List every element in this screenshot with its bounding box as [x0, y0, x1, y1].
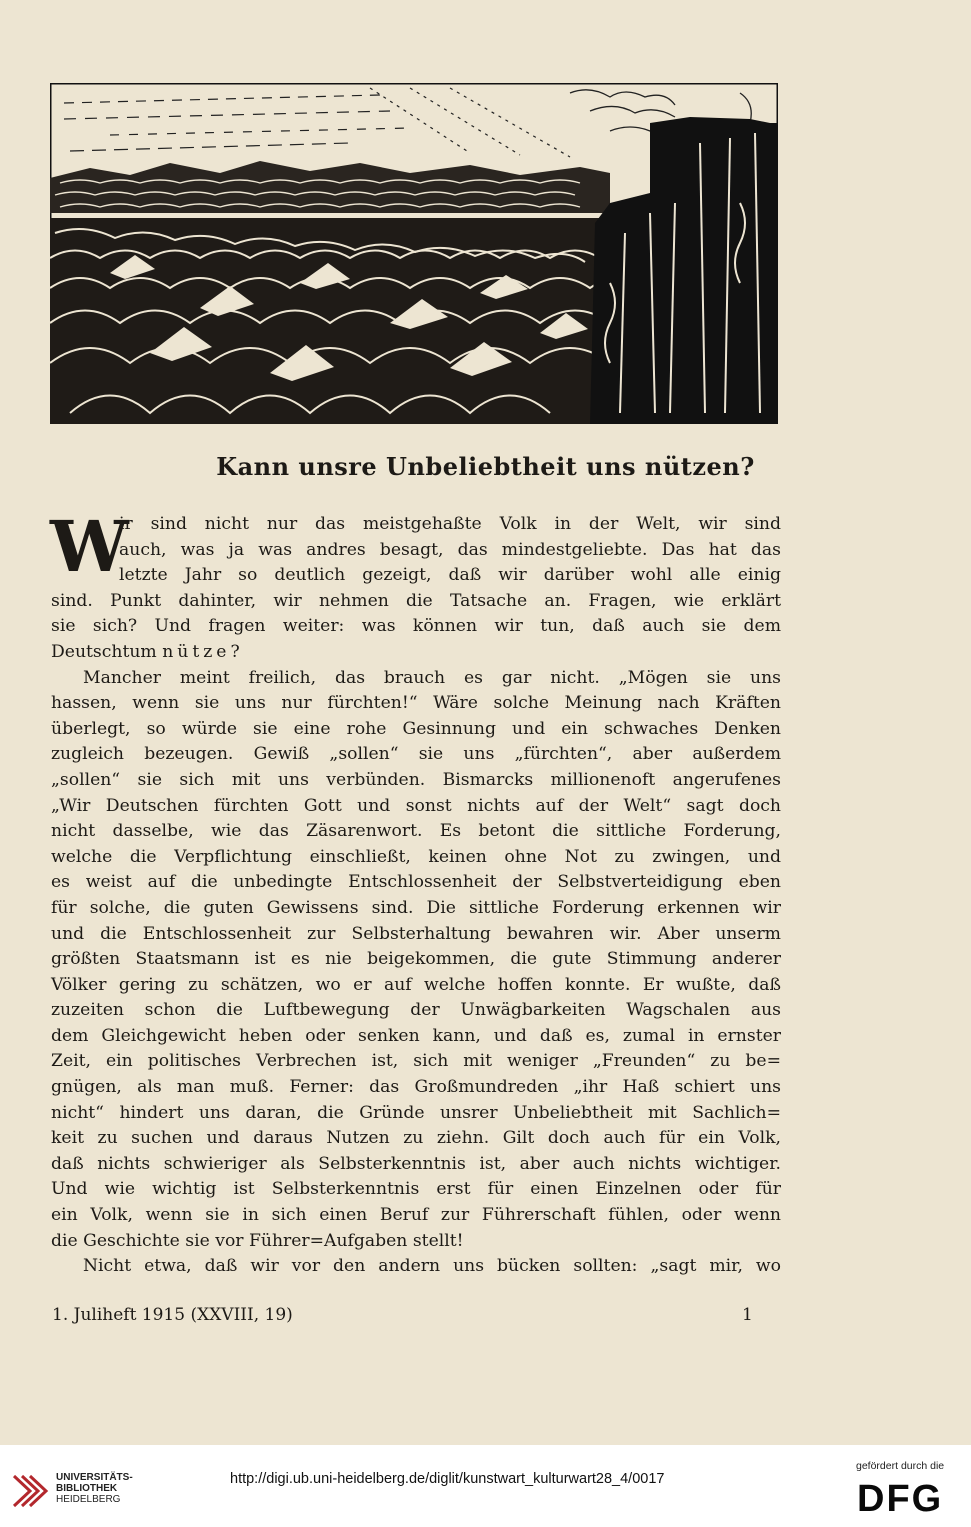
text-line: nicht dasselbe, wie das Zäsarenwort. Es betont die sittliche Forderung, [51, 821, 781, 842]
text-line: zugleich bezeugen. Gewiß „sollen“ sie uns „fürchten“, aber außerdem [51, 744, 781, 765]
funded-by-label: gefördert durch die [856, 1460, 945, 1472]
library-name-line: BIBLIOTHEK [56, 1483, 118, 1494]
library-name [56, 1472, 133, 1505]
permalink-url[interactable]: http://digi.ub.uni-heidelberg.de/diglit/kunstwart_kulturwart28_4/0017 [230, 1471, 665, 1487]
text-line: überlegt, so würde sie eine rohe Gesinnung und ein schwaches Denken [51, 718, 781, 739]
text-line: die Geschichte sie vor Führer=Aufgaben stellt! [51, 1230, 464, 1251]
text-line: dem Gleichgewicht heben oder senken kann, und daß es, zumal in ernster [51, 1025, 781, 1046]
text-line: zuzeiten schon die Luftbewegung der Unwägbarkeiten Wagschalen aus [51, 1000, 781, 1021]
text-line: auch, was ja was andres besagt, das mindestgeliebte. Das hat das [119, 539, 781, 560]
dfg-logo: DFG [857, 1478, 944, 1520]
text-line: Nicht etwa, daß wir vor den andern uns bücken sollten: „sagt mir, wo [83, 1256, 781, 1277]
text-line: „sollen“ sie sich mit uns verbünden. Bismarcks millionenoft angerufenes [51, 769, 781, 790]
text-line: sie sich? Und fragen weiter: was können wir tun, daß auch sie dem [51, 616, 781, 637]
text-line: Völker gering zu schätzen, wo er auf welche hoffen konnte. Er wußte, daß [51, 974, 781, 995]
text-line [51, 640, 781, 666]
text-line: Zeit, ein politisches Verbrechen ist, sich mit weniger „Freunden“ zu be= [51, 1051, 781, 1072]
text-line: daß nichts schwieriger als Selbsterkenntnis ist, aber auch nichts wichtiger. [51, 1153, 781, 1174]
text-line: Mancher meint freilich, das brauch es gar nicht. „Mögen sie uns [83, 667, 781, 688]
text-line: nicht“ hindert uns daran, die Gründe unsrer Unbeliebtheit mit Sachlich= [51, 1102, 781, 1123]
drop-cap: W [50, 505, 129, 588]
text-line: größten Staatsmann ist es nie beigekommen, die gute Stimmung anderer [51, 949, 781, 970]
text-line: für solche, die guten Gewissens sind. Die sittliche Forderung erkennen wir [51, 897, 781, 918]
library-name-line: HEIDELBERG [56, 1494, 121, 1505]
signature-mark: 1 [742, 1305, 753, 1325]
viewer-bottom-bar [0, 1445, 971, 1527]
text-line: ein Volk, wenn sie in sich einen Beruf zur Führerschaft fühlen, oder wenn [51, 1205, 781, 1226]
text-line: keit zu suchen und daraus Nutzen zu ziehn. Gilt doch auch für ein Volk, [51, 1128, 781, 1149]
library-name-line: UNIVERSITÄTS- [56, 1472, 133, 1483]
text-line: gnügen, als man muß. Ferner: das Großmundreden „ihr Haß schiert uns [51, 1077, 781, 1098]
emphasized-word: nütze? [162, 641, 244, 662]
text-line: letzte Jahr so deutlich gezeigt, daß wir darüber wohl alle einig [119, 565, 781, 586]
text-line: „Wir Deutschen fürchten Gott und sonst nichts auf der Welt“ sagt doch [51, 795, 781, 816]
text-line: und die Entschlossenheit zur Selbsterhaltung bewahren wir. Aber unserm [51, 923, 781, 944]
text-line: ir sind nicht nur das meistgehaßte Volk in der Welt, wir sind [119, 514, 781, 534]
university-library-logo-icon [12, 1472, 50, 1510]
text-line: welche die Verpflichtung einschließt, keinen ohne Not zu zwingen, und [51, 846, 781, 867]
woodcut-illustration [50, 83, 778, 424]
text-line: es weist auf die unbedingte Entschlossenheit der Selbstverteidigung eben [51, 872, 781, 893]
article-title: Kann unsre Unbeliebtheit uns nützen? [216, 452, 755, 481]
issue-footer: 1. Juliheft 1915 (XXVIII, 19) [52, 1305, 293, 1325]
article-body [50, 505, 781, 1280]
text-line: hassen, wenn sie uns nur fürchten!“ Wäre solche Meinung nach Kräften [51, 693, 781, 714]
text-line-start: Deutschtum [51, 641, 157, 662]
text-line: sind. Punkt dahinter, wir nehmen die Tatsache an. Fragen, wie erklärt [51, 590, 781, 611]
text-line: Und wie wichtig ist Selbsterkenntnis erst für einen Einzelnen oder für [51, 1179, 781, 1200]
